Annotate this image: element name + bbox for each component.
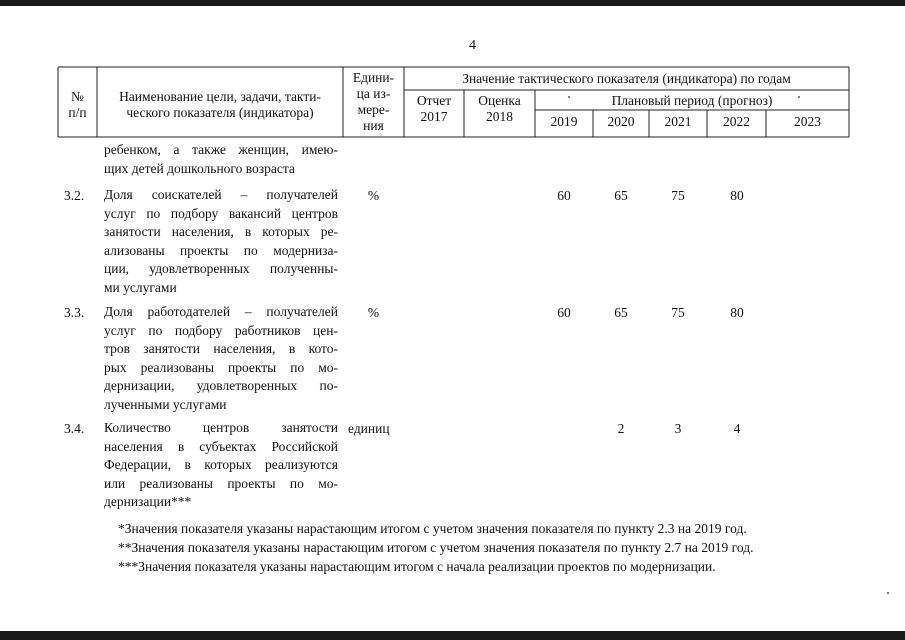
row-3-4-unit: единиц — [348, 421, 390, 436]
row-3-2-value-2022: 80 — [730, 188, 744, 203]
row-3-2-value-2019: 60 — [557, 188, 571, 203]
row-3-4-value-2020: 2 — [617, 421, 625, 436]
header-year-2019: 2019 — [550, 114, 578, 129]
row-3-3-unit: % — [367, 305, 380, 320]
row-3-3-number: 3.3. — [64, 305, 85, 320]
row-3-3-value-2020: 65 — [614, 305, 628, 320]
header-year-2021: 2021 — [664, 114, 692, 129]
page-number: 4 — [469, 38, 476, 53]
continuation-text: ребенком, а также женщин, имею- щих детей дошкольного возраста — [104, 142, 338, 176]
scan-bottom-border — [0, 631, 905, 640]
header-report: Отчет 2017 — [416, 93, 452, 124]
row-3-2-number: 3.2. — [64, 188, 85, 203]
row-3-2-name: Доля соискателей – получателей услуг по подбору вакансий центров занятости населения, в которых ре- ализованы проекты по модерниза- ции, удовлетворенных полученны- ми услугами — [104, 187, 338, 295]
header-plan-period: Плановый период (прогноз) — [611, 93, 773, 108]
row-3-2-value-2020: 65 — [614, 188, 628, 203]
header-year-2023: 2023 — [794, 114, 821, 129]
footnote-1: *Значения показателя указаны нарастающим итогом с учетом значения показателя по пункту 2.3 на 2019 год. — [118, 521, 747, 536]
row-3-3-value-2019: 60 — [557, 305, 571, 320]
row-3-4-name: Количество центров занятости населения в субъектах Российской Федерации, в которых реализуются или реализованы проекты по мо- дернизации*** — [104, 420, 338, 509]
scan-speck — [568, 96, 570, 98]
footnote-3: ***Значения показателя указаны нарастающим итогом с начала реализации проектов по модернизации. — [118, 559, 716, 574]
header-num: № п/п — [68, 89, 87, 120]
scan-speck — [887, 592, 889, 594]
header-values-title: Значение тактического показателя (индикатора) по годам — [462, 71, 791, 86]
scan-speck — [798, 96, 800, 98]
header-estimate: Оценка 2018 — [478, 93, 521, 124]
header-year-2022: 2022 — [723, 114, 750, 129]
row-3-2-value-2021: 75 — [671, 188, 685, 203]
row-3-3-value-2021: 75 — [671, 305, 685, 320]
header-name: Наименование цели, задачи, такти- ческого показателя (индикатора) — [119, 89, 321, 120]
row-3-3-value-2022: 80 — [730, 305, 744, 320]
header-unit: Едини- ца из- мере- ния — [352, 70, 395, 133]
row-3-3-name: Доля работодателей – получателей услуг по подбору работников цен- тров занятости населения, в кото- рых реализованы проекты по мо- дернизации, удовлетворенных по- лученными услугами — [104, 304, 338, 412]
row-3-4-value-2021: 3 — [674, 421, 682, 436]
row-3-4-number: 3.4. — [64, 421, 85, 436]
row-3-4-value-2022: 4 — [733, 421, 741, 436]
header-year-2020: 2020 — [607, 114, 635, 129]
scan-top-border — [0, 0, 905, 6]
row-3-2-unit: % — [367, 188, 380, 203]
footnote-2: **Значения показателя указаны нарастающим итогом с учетом значения показателя по пункту 2.7 на 2019 год. — [118, 540, 754, 555]
